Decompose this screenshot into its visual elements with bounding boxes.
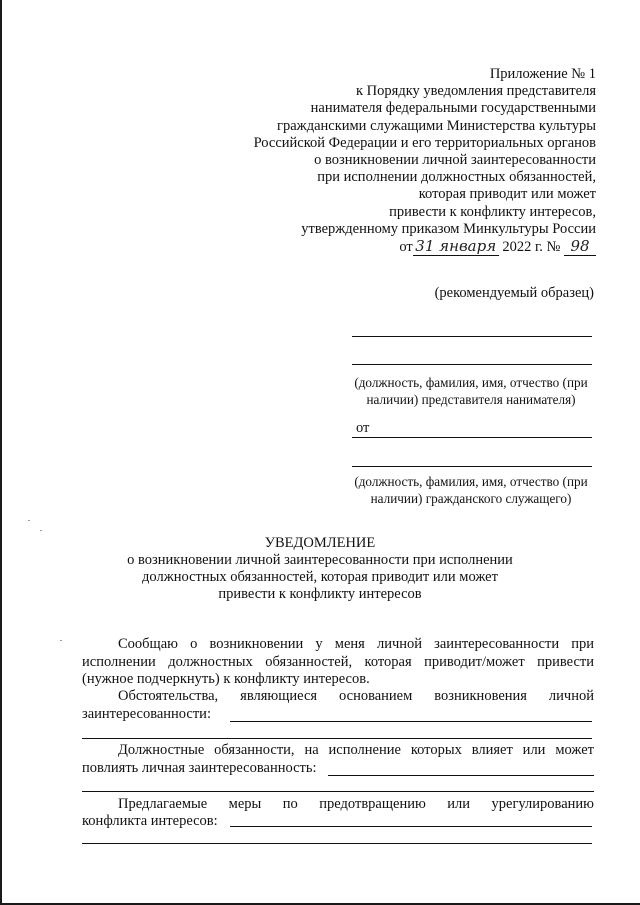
circumstances-field-line-2[interactable] — [82, 738, 592, 739]
appendix-line: которая приводит или может — [418, 186, 596, 203]
handwritten-date: 31 января — [413, 238, 499, 256]
duties-label-line2: повлиять личная заинтересованность: — [82, 760, 317, 776]
duties-field-line-1[interactable] — [328, 775, 594, 776]
recipient-field-line-1[interactable] — [352, 336, 592, 337]
document-title: УВЕДОМЛЕНИЕ — [264, 535, 376, 551]
appendix-line: нанимателя федеральными государственными — [310, 100, 596, 117]
measures-field-line-2[interactable] — [82, 843, 592, 844]
appendix-line: о возникновении личной заинтересованности — [314, 152, 596, 169]
measures-label-line1: Предлагаемые меры по предотвращению или урегулированию — [118, 796, 594, 812]
title-subline: привести к конфликту интересов — [218, 586, 422, 602]
handwritten-order-number: 98 — [564, 238, 596, 256]
scan-speck — [60, 640, 62, 641]
duties-label-line1: Должностные обязанности, на исполнение которых влияет или может — [118, 742, 594, 758]
recipient-field-line-2[interactable] — [352, 364, 592, 365]
title-subline: должностных обязанностей, которая приводит или может — [142, 569, 498, 585]
page-edge-left — [0, 0, 2, 905]
sender-caption: (должность, фамилия, имя, отчество (при наличии) гражданского служащего) — [354, 474, 588, 506]
measures-label-line2: конфликта интересов: — [82, 813, 218, 829]
sender-field-line-2[interactable] — [352, 466, 592, 467]
appendix-line: привести к конфликту интересов, — [389, 203, 596, 220]
appendix-line: утвержденному приказом Минкультуры России — [301, 220, 596, 237]
measures-field-line-1[interactable] — [230, 826, 592, 827]
sender-from-label: от — [356, 420, 370, 436]
appendix-line: Приложение № 1 — [489, 66, 596, 82]
recipient-caption: (должность, фамилия, имя, отчество (при наличии) представителя нанимателя) — [354, 375, 588, 407]
duties-field-line-2[interactable] — [82, 791, 594, 792]
appendix-line: гражданскими служащими Министерства культуры — [277, 117, 596, 134]
paragraph-conflict-statement: Сообщаю о возникновении у меня личной заинтересованности при исполнении должностных обязанностей, которая приводит/может привести (нужное подчеркнуть) к конфликту интересов. — [82, 636, 594, 687]
sample-note: (рекомендуемый образец) — [434, 285, 594, 301]
circumstances-field-line-1[interactable] — [230, 721, 592, 722]
order-date-line — [216, 238, 596, 256]
order-year-label: 2022 г. № — [502, 239, 561, 256]
appendix-line: Российской Федерации и его территориальных органов — [253, 134, 596, 151]
sender-field-line-1[interactable] — [352, 437, 592, 438]
appendix-line: при исполнении должностных обязанностей, — [317, 169, 596, 186]
title-subline: о возникновении личной заинтересованности при исполнении — [127, 552, 513, 568]
scan-speck — [28, 520, 30, 521]
circumstances-label-line1: Обстоятельства, являющиеся основанием возникновения личной — [118, 688, 594, 704]
appendix-line: к Порядку уведомления представителя — [356, 83, 596, 100]
order-from-label: от — [399, 239, 413, 256]
circumstances-label-line2: заинтересованности: — [82, 706, 211, 722]
appendix-header — [216, 66, 596, 256]
scan-speck — [40, 530, 42, 531]
